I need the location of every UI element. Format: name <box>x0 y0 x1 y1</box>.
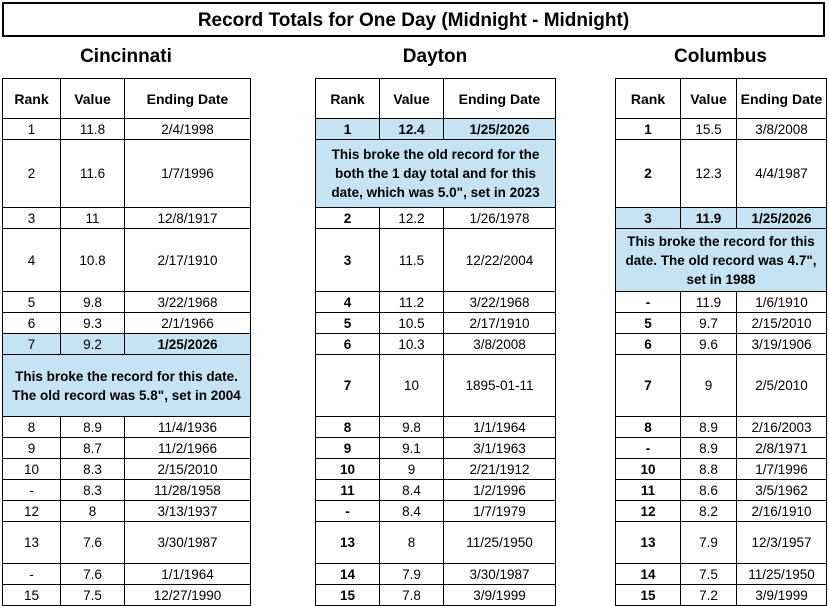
table-row <box>316 292 556 313</box>
table-row <box>3 438 251 459</box>
value-header: Value <box>61 79 125 119</box>
table-row <box>316 564 556 585</box>
value-cell: 12.2 <box>380 208 444 229</box>
rank-cell: 15 <box>3 585 61 606</box>
value-cell: 8.4 <box>380 501 444 522</box>
date-cell: 2/8/1971 <box>737 438 827 459</box>
note-row <box>3 355 251 417</box>
date-cell: 3/8/2008 <box>444 334 556 355</box>
value-cell: 8.6 <box>681 480 737 501</box>
rank-cell: 13 <box>616 522 681 564</box>
value-cell: 9.8 <box>380 417 444 438</box>
rank-header: Rank <box>3 79 61 119</box>
rank-cell: 8 <box>3 417 61 438</box>
value-cell: 8 <box>380 522 444 564</box>
rank-cell: 7 <box>316 355 380 417</box>
value-cell: 10.3 <box>380 334 444 355</box>
record-note: This broke the record for this date. The old record was 5.8", set in 2004 <box>3 355 251 417</box>
date-cell: 1/25/2026 <box>125 334 251 355</box>
rank-cell: 5 <box>316 313 380 334</box>
rank-cell: 10 <box>316 459 380 480</box>
columbus-heading: Columbus <box>674 46 767 67</box>
table-row <box>316 522 556 564</box>
date-cell: 1/2/1996 <box>444 480 556 501</box>
ending-date-header: Ending Date <box>737 79 827 119</box>
date-cell: 3/22/1968 <box>125 292 251 313</box>
rank-cell: 15 <box>616 585 681 606</box>
rank-cell: 1 <box>616 119 681 140</box>
table-row <box>316 480 556 501</box>
rank-cell: 4 <box>316 292 380 313</box>
table-row <box>616 334 827 355</box>
value-cell: 8.9 <box>681 438 737 459</box>
rank-cell: - <box>616 438 681 459</box>
value-cell: 8.2 <box>681 501 737 522</box>
table-row <box>316 417 556 438</box>
table-row <box>616 119 827 140</box>
date-cell: 1/6/1910 <box>737 292 827 313</box>
table-row <box>3 522 251 564</box>
rank-cell: 10 <box>3 459 61 480</box>
rank-cell: 6 <box>316 334 380 355</box>
table-row <box>616 585 827 606</box>
value-cell: 11.5 <box>380 229 444 292</box>
rank-cell: 10 <box>616 459 681 480</box>
date-cell: 12/27/1990 <box>125 585 251 606</box>
value-cell: 10.5 <box>380 313 444 334</box>
date-cell: 2/16/1910 <box>737 501 827 522</box>
table-row <box>3 501 251 522</box>
table-row <box>616 522 827 564</box>
rank-cell: 2 <box>616 140 681 208</box>
value-cell: 7.9 <box>681 522 737 564</box>
rank-cell: 13 <box>316 522 380 564</box>
table-row <box>3 140 251 208</box>
date-cell: 4/4/1987 <box>737 140 827 208</box>
table-row <box>316 208 556 229</box>
date-cell: 3/30/1987 <box>444 564 556 585</box>
value-cell: 10.8 <box>61 229 125 292</box>
rank-cell: 3 <box>616 208 681 229</box>
value-cell: 9.6 <box>681 334 737 355</box>
date-cell: 11/2/1966 <box>125 438 251 459</box>
date-cell: 2/4/1998 <box>125 119 251 140</box>
table-row <box>316 229 556 292</box>
value-cell: 11.9 <box>681 208 737 229</box>
rank-cell: 14 <box>616 564 681 585</box>
rank-cell: 11 <box>616 480 681 501</box>
table-row <box>316 438 556 459</box>
value-cell: 9.8 <box>61 292 125 313</box>
value-cell: 8 <box>61 501 125 522</box>
table-row <box>616 438 827 459</box>
table-row <box>3 564 251 585</box>
value-cell: 7.9 <box>380 564 444 585</box>
value-cell: 7.5 <box>61 585 125 606</box>
value-cell: 12.4 <box>380 119 444 140</box>
value-cell: 11 <box>61 208 125 229</box>
value-cell: 11.6 <box>61 140 125 208</box>
date-cell: 2/1/1966 <box>125 313 251 334</box>
table-row <box>3 119 251 140</box>
date-cell: 3/9/1999 <box>737 585 827 606</box>
date-cell: 2/17/1910 <box>444 313 556 334</box>
date-cell: 1/1/1964 <box>125 564 251 585</box>
rank-cell: 5 <box>616 313 681 334</box>
table-row <box>616 140 827 208</box>
page-title: Record Totals for One Day (Midnight - Midnight) <box>2 2 825 37</box>
rank-header: Rank <box>616 79 681 119</box>
value-cell: 8.4 <box>380 480 444 501</box>
date-cell: 12/3/1957 <box>737 522 827 564</box>
highlighted-row <box>3 334 251 355</box>
table-row <box>616 313 827 334</box>
rank-cell: - <box>3 480 61 501</box>
date-cell: 1/26/1978 <box>444 208 556 229</box>
date-cell: 12/8/1917 <box>125 208 251 229</box>
date-cell: 1/25/2026 <box>444 119 556 140</box>
columbus-table <box>615 78 827 606</box>
rank-cell: 5 <box>3 292 61 313</box>
table-row <box>316 501 556 522</box>
table-row <box>616 355 827 417</box>
note-row <box>316 140 556 208</box>
value-cell: 9.1 <box>380 438 444 459</box>
header-row <box>3 79 251 119</box>
date-cell: 3/8/2008 <box>737 119 827 140</box>
rank-cell: 2 <box>316 208 380 229</box>
date-cell: 3/13/1937 <box>125 501 251 522</box>
date-cell: 11/25/1950 <box>444 522 556 564</box>
value-cell: 10 <box>380 355 444 417</box>
date-cell: 3/22/1968 <box>444 292 556 313</box>
date-cell: 1/7/1996 <box>737 459 827 480</box>
table-row <box>3 459 251 480</box>
date-cell: 1/7/1996 <box>125 140 251 208</box>
value-cell: 7.2 <box>681 585 737 606</box>
ending-date-header: Ending Date <box>444 79 556 119</box>
rank-cell: 11 <box>316 480 380 501</box>
table-row <box>3 208 251 229</box>
rank-cell: 3 <box>316 229 380 292</box>
rank-cell: - <box>3 564 61 585</box>
rank-cell: 12 <box>3 501 61 522</box>
table-row <box>616 480 827 501</box>
value-cell: 8.9 <box>681 417 737 438</box>
table-row <box>316 459 556 480</box>
table-row <box>616 459 827 480</box>
date-cell: 3/9/1999 <box>444 585 556 606</box>
table-row <box>616 564 827 585</box>
rank-cell: - <box>616 292 681 313</box>
rank-cell: 6 <box>3 313 61 334</box>
rank-cell: 9 <box>316 438 380 459</box>
rank-cell: 2 <box>3 140 61 208</box>
value-cell: 9.2 <box>61 334 125 355</box>
value-cell: 7.6 <box>61 522 125 564</box>
value-cell: 7.5 <box>681 564 737 585</box>
value-cell: 7.6 <box>61 564 125 585</box>
ending-date-header: Ending Date <box>125 79 251 119</box>
table-row <box>3 480 251 501</box>
value-cell: 12.3 <box>681 140 737 208</box>
rank-cell: 1 <box>3 119 61 140</box>
date-cell: 2/17/1910 <box>125 229 251 292</box>
rank-cell: 7 <box>3 334 61 355</box>
table-row <box>3 585 251 606</box>
value-cell: 8.8 <box>681 459 737 480</box>
date-cell: 11/4/1936 <box>125 417 251 438</box>
highlighted-row <box>316 119 556 140</box>
rank-cell: 12 <box>616 501 681 522</box>
rank-cell: 15 <box>316 585 380 606</box>
header-row <box>616 79 827 119</box>
value-cell: 8.7 <box>61 438 125 459</box>
date-cell: 3/30/1987 <box>125 522 251 564</box>
rank-cell: 8 <box>616 417 681 438</box>
table-row <box>316 585 556 606</box>
rank-cell: 3 <box>3 208 61 229</box>
date-cell: 1/1/1964 <box>444 417 556 438</box>
value-header: Value <box>380 79 444 119</box>
value-cell: 8.9 <box>61 417 125 438</box>
date-cell: 12/22/2004 <box>444 229 556 292</box>
record-note: This broke the record for this date. The old record was 4.7", set in 1988 <box>616 229 827 292</box>
dayton-table <box>315 78 556 606</box>
dayton-heading: Dayton <box>402 46 468 67</box>
rank-cell: 8 <box>316 417 380 438</box>
rank-cell: 9 <box>3 438 61 459</box>
cincinnati-heading: Cincinnati <box>80 46 172 67</box>
value-cell: 11.9 <box>681 292 737 313</box>
value-cell: 9 <box>380 459 444 480</box>
record-note: This broke the old record for the both the 1 day total and for this date, which was 5.0", set in 2023 <box>316 140 556 208</box>
value-cell: 9 <box>681 355 737 417</box>
date-cell: 1/25/2026 <box>737 208 827 229</box>
table-row <box>316 355 556 417</box>
date-cell: 3/5/1962 <box>737 480 827 501</box>
rank-cell: 4 <box>3 229 61 292</box>
table-row <box>3 313 251 334</box>
value-cell: 8.3 <box>61 480 125 501</box>
cincinnati-table <box>2 78 251 606</box>
table-row <box>616 417 827 438</box>
header-row <box>316 79 556 119</box>
table-row <box>316 334 556 355</box>
value-cell: 15.5 <box>681 119 737 140</box>
table-row <box>3 417 251 438</box>
value-cell: 9.7 <box>681 313 737 334</box>
date-cell: 2/16/2003 <box>737 417 827 438</box>
date-cell: 3/19/1906 <box>737 334 827 355</box>
date-cell: 2/5/2010 <box>737 355 827 417</box>
table-row <box>616 292 827 313</box>
rank-cell: 7 <box>616 355 681 417</box>
date-cell: 2/21/1912 <box>444 459 556 480</box>
rank-cell: 14 <box>316 564 380 585</box>
table-row <box>3 229 251 292</box>
table-row <box>3 292 251 313</box>
highlighted-row <box>616 208 827 229</box>
value-cell: 7.8 <box>380 585 444 606</box>
rank-cell: 13 <box>3 522 61 564</box>
date-cell: 1895-01-11 <box>444 355 556 417</box>
rank-cell: 1 <box>316 119 380 140</box>
table-row <box>616 501 827 522</box>
date-cell: 2/15/2010 <box>125 459 251 480</box>
rank-cell: 6 <box>616 334 681 355</box>
note-row <box>616 229 827 292</box>
rank-header: Rank <box>316 79 380 119</box>
rank-cell: - <box>316 501 380 522</box>
value-header: Value <box>681 79 737 119</box>
table-row <box>316 313 556 334</box>
value-cell: 9.3 <box>61 313 125 334</box>
value-cell: 11.2 <box>380 292 444 313</box>
date-cell: 3/1/1963 <box>444 438 556 459</box>
date-cell: 1/7/1979 <box>444 501 556 522</box>
date-cell: 11/28/1958 <box>125 480 251 501</box>
value-cell: 11.8 <box>61 119 125 140</box>
date-cell: 11/25/1950 <box>737 564 827 585</box>
value-cell: 8.3 <box>61 459 125 480</box>
date-cell: 2/15/2010 <box>737 313 827 334</box>
